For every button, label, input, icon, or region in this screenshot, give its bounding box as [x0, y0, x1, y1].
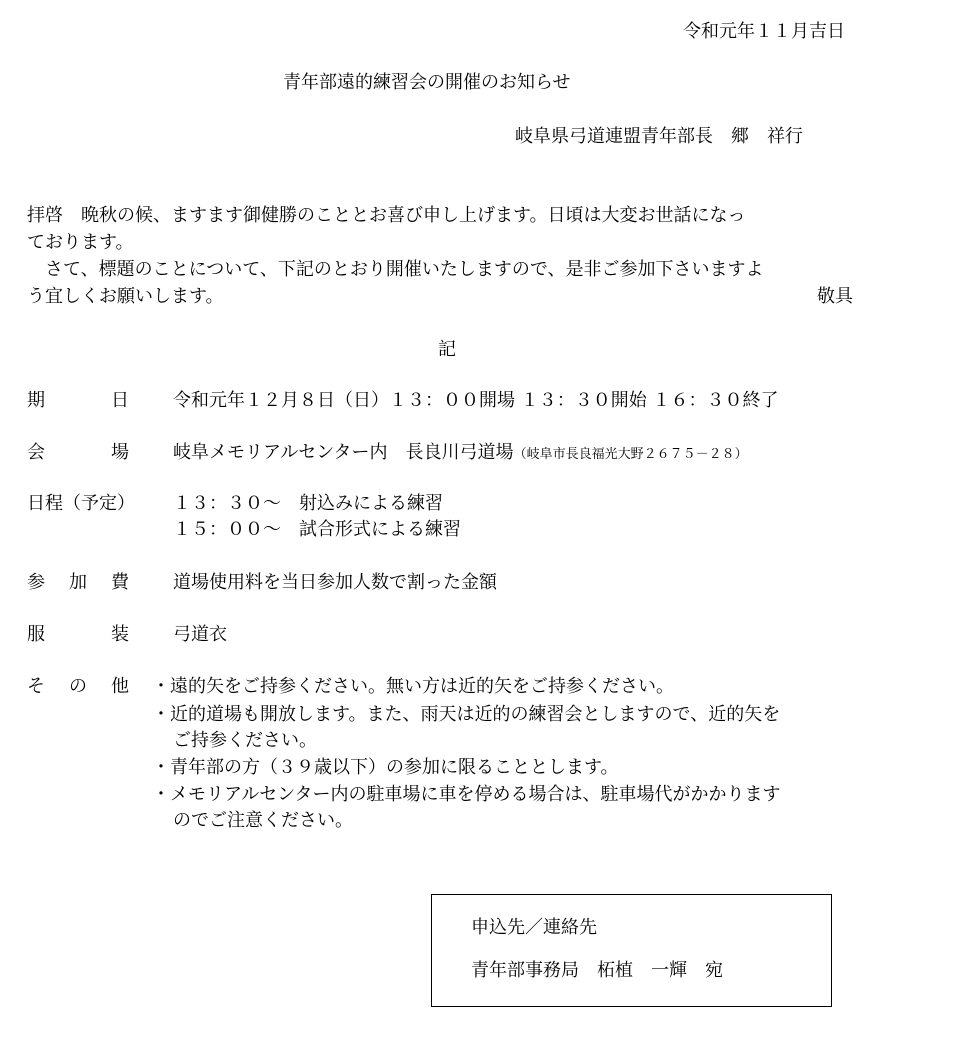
venue-address: （岐阜市長良福光大野２６７５－２８） [513, 447, 748, 462]
fee-label-char-3: 費 [111, 572, 129, 593]
schedule-item-2: １５：００～ 試合形式による練習 [173, 519, 461, 540]
greeting-line-1: 拝啓 晩秋の候、ますます御健勝のこととお喜び申し上げます。日頃は大変お世話になっ [27, 205, 746, 226]
other-label-char-3: 他 [111, 676, 129, 697]
announcement-line-1: さて、標題のことについて、下記のとおり開催いたしますので、是非ご参加下さいますよ [27, 259, 764, 280]
fee-label-char-1: 参 [27, 572, 45, 593]
attire-value: 弓道衣 [173, 624, 227, 645]
venue-label-char-2: 場 [111, 442, 129, 463]
other-item-2-line-2: ご持参ください。 [173, 730, 317, 751]
other-item-2-line-1: ・近的道場も開放します。また、雨天は近的の練習会としますので、近的矢を [152, 704, 781, 725]
date-label-char-2: 日 [111, 390, 129, 411]
fee-label-char-2: 加 [69, 572, 87, 593]
sender-name: 岐阜県弓道連盟青年部長 郷 祥行 [515, 126, 803, 147]
venue-label-char-1: 会 [27, 442, 45, 463]
schedule-item-1: １３：３０～ 射込みによる練習 [173, 493, 443, 514]
greeting-line-2: ております。 [27, 232, 134, 253]
date-value: 令和元年１２月８日（日）１３：００開場 １３：３０開始 １６：３０終了 [173, 390, 779, 411]
contact-name: 青年部事務局 柘植 一輝 宛 [471, 960, 723, 981]
contact-heading: 申込先／連絡先 [471, 917, 597, 938]
other-label-char-2: の [69, 676, 87, 697]
closing-word: 敬具 [817, 286, 853, 307]
attire-label-char-2: 装 [111, 624, 129, 645]
ki-heading: 記 [438, 339, 456, 360]
venue-name: 岐阜メモリアルセンター内 長良川弓道場 [173, 442, 514, 463]
schedule-label: 日程（予定） [27, 493, 135, 514]
other-item-3: ・青年部の方（３９歳以下）の参加に限ることとします。 [152, 757, 619, 778]
date-label-char-1: 期 [27, 390, 45, 411]
attire-label-char-1: 服 [27, 624, 45, 645]
other-item-1: ・遠的矢をご持参ください。無い方は近的矢をご持参ください。 [152, 676, 674, 697]
venue-value [173, 441, 748, 467]
contact-box [431, 894, 832, 1007]
fee-value: 道場使用料を当日参加人数で割った金額 [173, 572, 497, 593]
issue-date: 令和元年１１月吉日 [683, 21, 845, 42]
other-label-char-1: そ [27, 676, 45, 697]
announcement-line-2: う宜しくお願いします。 [27, 286, 224, 307]
other-item-4-line-1: ・メモリアルセンター内の駐車場に車を停める場合は、駐車場代がかかります [152, 784, 781, 805]
other-item-4-line-2: のでご注意ください。 [173, 810, 353, 831]
document-title: 青年部遠的練習会の開催のお知らせ [283, 72, 571, 93]
